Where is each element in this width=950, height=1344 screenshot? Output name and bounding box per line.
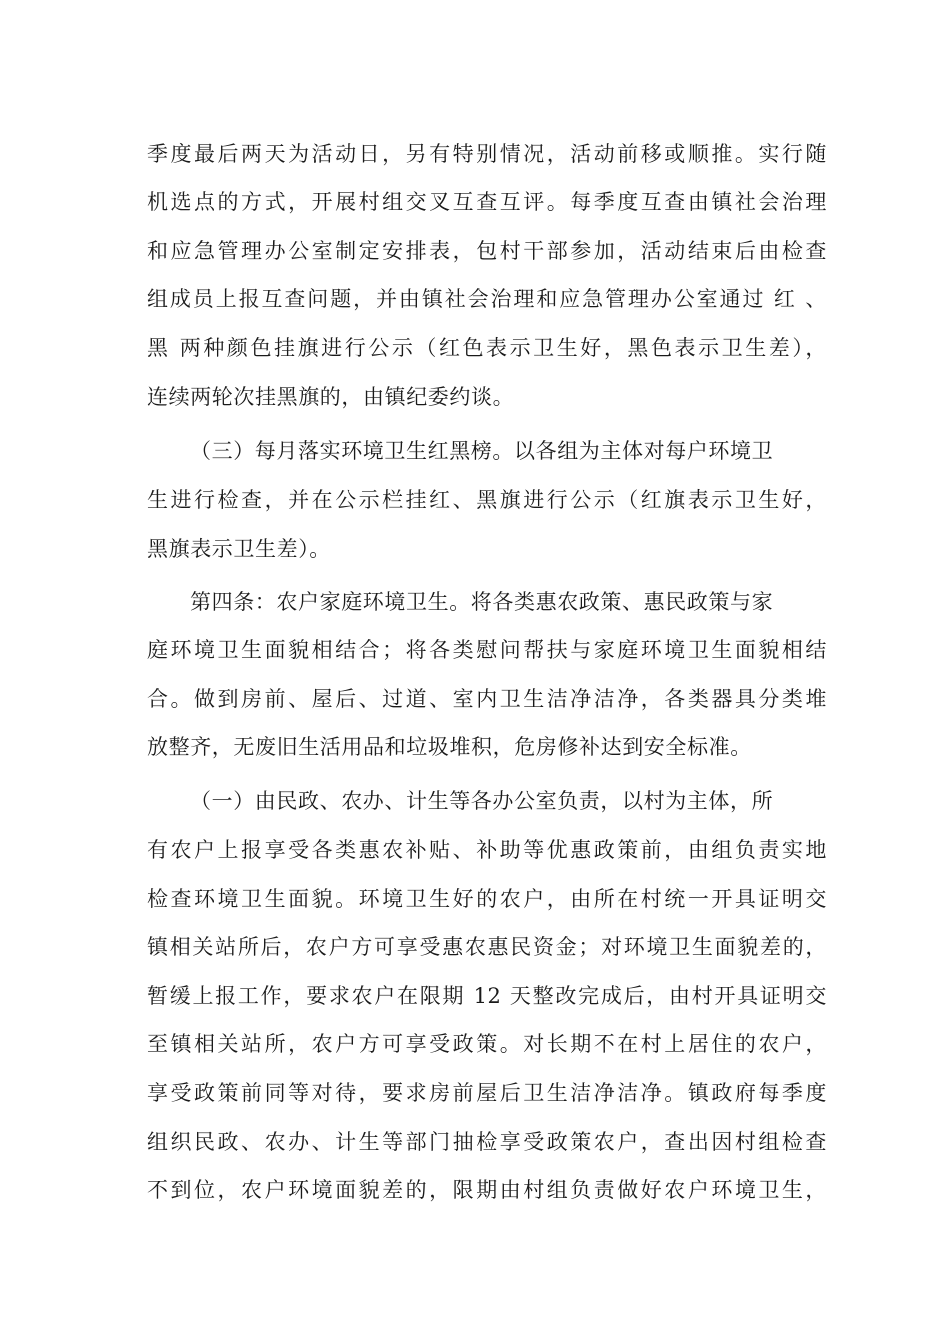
paragraph-line: 生进行检查，并在公示栏挂红、黑旗进行公示（红旗表示卫生好， [147,488,827,512]
paragraph-line: （一）由民政、农办、计生等各办公室负责，以村为主体，所 [190,789,774,813]
paragraph-line: 检查环境卫生面貌。环境卫生好的农户，由所在村统一开具证明交 [147,887,827,911]
paragraph-line: 机选点的方式，开展村组交叉互查互评。每季度互查由镇社会治理 [147,190,827,214]
paragraph-line: 镇相关站所后，农户方可享受惠农惠民资金；对环境卫生面貌差的， [147,935,827,959]
paragraph-line: 至镇相关站所，农户方可享受政策。对长期不在村上居住的农户， [147,1032,827,1056]
paragraph-line: 黑旗表示卫生差）。 [147,537,331,561]
paragraph-line: 连续两轮次挂黑旗的，由镇纪委约谈。 [147,385,515,409]
paragraph-line: 季度最后两天为活动日，另有特别情况，活动前移或顺推。实行随 [147,142,827,166]
paragraph-line: 放整齐，无废旧生活用品和垃圾堆积，危房修补达到安全标准。 [147,735,752,759]
paragraph-line: 享受政策前同等对待，要求房前屋后卫生洁净洁净。镇政府每季度 [147,1081,827,1105]
paragraph-line: 暂缓上报工作，要求农户在限期 12 天整改完成后，由村开具证明交 [147,984,827,1008]
paragraph-line: 黑 两种颜色挂旗进行公示（红色表示卫生好，黑色表示卫生差）， [147,336,827,360]
paragraph-line: 合。做到房前、屋后、过道、室内卫生洁净洁净，各类器具分类堆 [147,687,827,711]
paragraph-line: 有农户上报享受各类惠农补贴、补助等优惠政策前，由组负责实地 [147,838,827,862]
paragraph-line: 和应急管理办公室制定安排表，包村干部参加，活动结束后由检查 [147,239,827,263]
paragraph-line: 庭环境卫生面貌相结合；将各类慰问帮扶与家庭环境卫生面貌相结 [147,638,827,662]
paragraph-line: 不到位，农户环境面貌差的，限期由村组负责做好农户环境卫生， [147,1178,827,1202]
paragraph-line: 组织民政、农办、计生等部门抽检享受政策农户，查出因村组检查 [147,1130,827,1154]
paragraph-line: 组成员上报互查问题，并由镇社会治理和应急管理办公室通过 红 、 [147,287,827,311]
paragraph-line: （三）每月落实环境卫生红黑榜。以各组为主体对每户环境卫 [190,439,774,463]
paragraph-line: 第四条：农户家庭环境卫生。将各类惠农政策、惠民政策与家 [190,590,774,614]
